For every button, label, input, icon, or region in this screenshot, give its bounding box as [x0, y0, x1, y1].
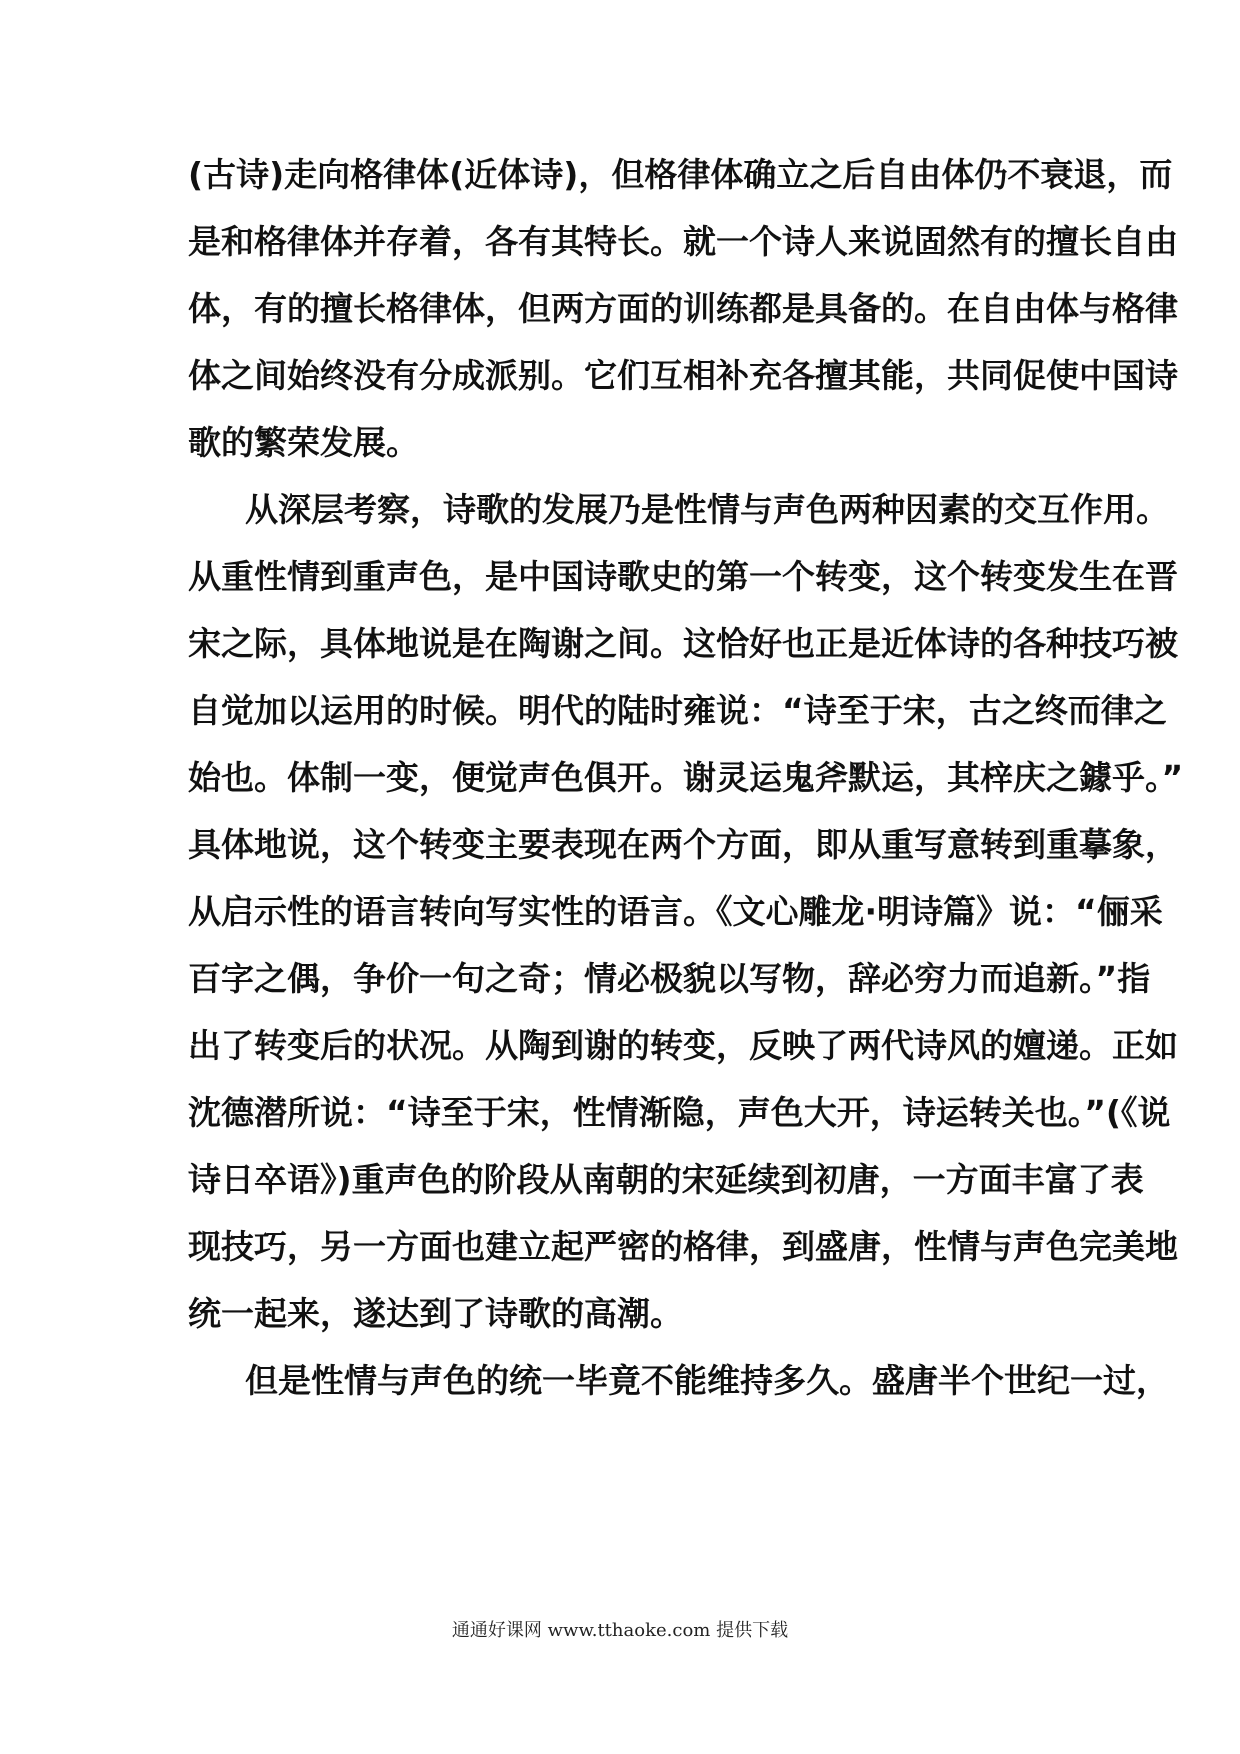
text-line: 具体地说，这个转变主要表现在两个方面，即从重写意转到重摹象， — [188, 825, 1178, 864]
text-line: 体之间始终没有分成派别。它们互相补充各擅其能，共同促使中国诗 — [188, 356, 1178, 395]
text-line: 统一起来，遂达到了诗歌的高潮。 — [188, 1294, 683, 1333]
text-line: 现技巧，另一方面也建立起严密的格律，到盛唐，性情与声色完美地 — [188, 1227, 1178, 1266]
text-line: 沈德潜所说：“诗至于宋，性情渐隐，声色大开，诗运转关也。”(《说 — [188, 1093, 1171, 1132]
page-footer: 通通好课网 www.tthaoke.com 提供下载 — [451, 1620, 789, 1641]
text-line: (古诗)走向格律体(近体诗)，但格律体确立之后自由体仍不衰退，而 — [188, 155, 1173, 194]
text-line: 百字之偶，争价一句之奇；情必极貌以写物，辞必穷力而追新。”指 — [188, 959, 1151, 998]
text-line: 宋之际，具体地说是在陶谢之间。这恰好也正是近体诗的各种技巧被 — [188, 624, 1178, 663]
text-line: 始也。体制一变，便觉声色俱开。谢灵运鬼斧默运，其梓庆之鐻乎。” — [188, 758, 1184, 797]
text-line: 但是性情与声色的统一毕竟不能维持多久。盛唐半个世纪一过， — [245, 1361, 1169, 1400]
text-line: 出了转变后的状况。从陶到谢的转变，反映了两代诗风的嬗递。正如 — [188, 1026, 1178, 1065]
text-line: 体，有的擅长格律体，但两方面的训练都是具备的。在自由体与格律 — [188, 289, 1178, 328]
text-line: 从深层考察，诗歌的发展乃是性情与声色两种因素的交互作用。 — [245, 490, 1169, 529]
text-line: 是和格律体并存着，各有其特长。就一个诗人来说固然有的擅长自由 — [188, 222, 1178, 261]
text-line: 诗日卒语》)重声色的阶段从南朝的宋延续到初唐，一方面丰富了表 — [188, 1160, 1144, 1199]
text-line: 从重性情到重声色，是中国诗歌史的第一个转变，这个转变发生在晋 — [188, 557, 1178, 596]
text-line: 歌的繁荣发展。 — [188, 423, 419, 462]
text-line: 自觉加以运用的时候。明代的陆时雍说：“诗至于宋，古之终而律之 — [188, 691, 1167, 730]
text-line: 从启示性的语言转向写实性的语言。《文心雕龙·明诗篇》说：“俪采 — [188, 892, 1163, 931]
